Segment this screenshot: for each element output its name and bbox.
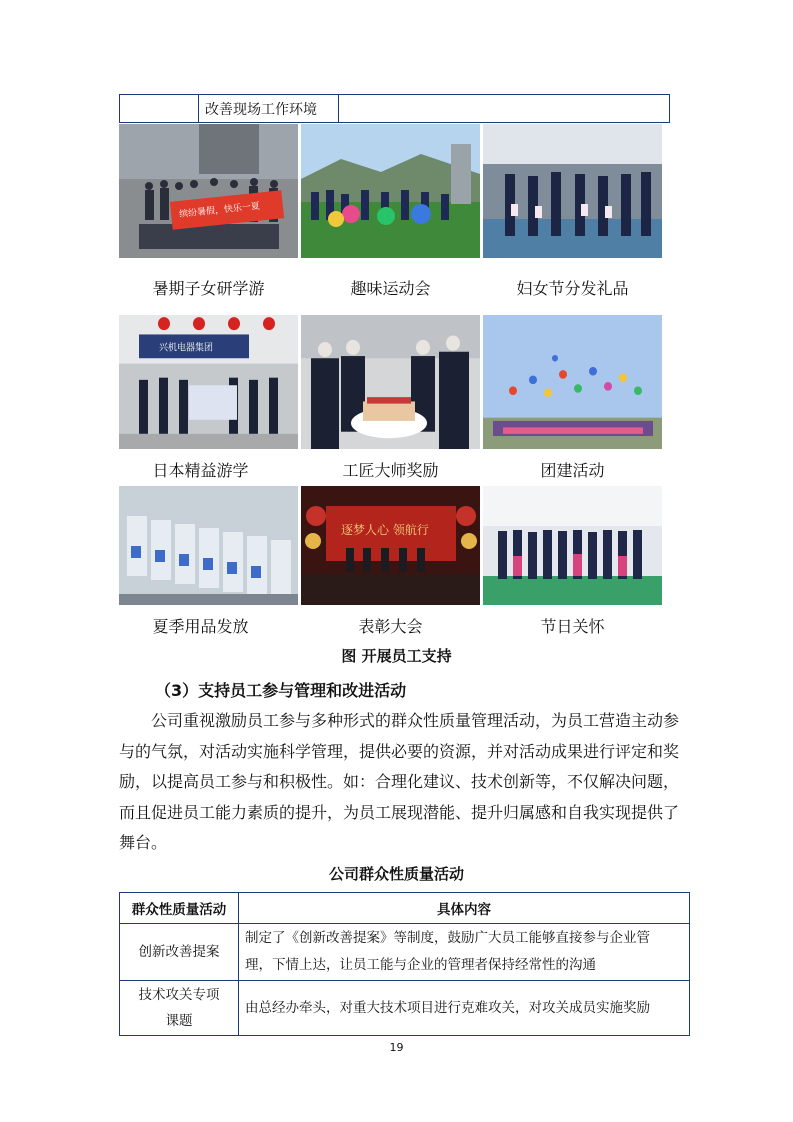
section-heading: （3）支持员工参与管理和改进活动	[155, 681, 407, 700]
table-cell-empty	[120, 95, 199, 122]
table-cell-content	[239, 924, 690, 981]
sign-text: 兴机电器集团	[159, 342, 213, 354]
page-number: 19	[389, 1041, 404, 1054]
content-line: 理，下情上达，让员工能与企业的管理者保持经常性的沟通	[245, 957, 596, 973]
photo-sports-meet	[301, 124, 480, 258]
photo-caption: 暑期子女研学游	[152, 279, 265, 298]
top-table-fragment	[119, 94, 670, 123]
photo-team-building	[483, 315, 662, 449]
figure-title: 图 开展员工支持	[341, 647, 452, 665]
table-title: 公司群众性质量活动	[328, 865, 464, 883]
paragraph-line: 舞台。	[119, 833, 168, 852]
paragraph-line: 励，以提高员工参与和积极性。如：合理化建议、技术创新等，不仅解决问题，	[119, 772, 680, 791]
activity-line: 技术攻关专项	[138, 987, 220, 1003]
content-line: 制定了《创新改善提案》等制度，鼓励广大员工能够直接参与企业管	[245, 930, 650, 946]
photo-caption: 日本精益游学	[152, 461, 249, 480]
banner-text: 缤纷暑假，快乐一夏	[178, 201, 261, 220]
table-cell-activity: 创新改善提案	[120, 924, 239, 981]
activity-line: 课题	[165, 1013, 193, 1029]
photo-japan-lean-tour	[119, 315, 298, 449]
table-cell-text: 改善现场工作环境	[199, 95, 339, 122]
photo-caption: 工匠大师奖励	[342, 461, 439, 480]
photo-caption: 团建活动	[540, 461, 605, 480]
photo-craftsman-award	[301, 315, 480, 449]
photo-womens-day-gifts	[483, 124, 662, 258]
photo-commendation-meeting	[301, 486, 480, 605]
photo-caption: 节日关怀	[540, 617, 605, 636]
paragraph-line: 公司重视激励员工参与多种形式的群众性质量管理活动，为员工营造主动参	[151, 711, 680, 730]
table-cell-empty	[339, 95, 669, 122]
photo-summer-study-tour	[119, 124, 298, 258]
table-row	[120, 981, 690, 1036]
photo-holiday-care	[483, 486, 662, 605]
photo-caption: 趣味运动会	[350, 279, 431, 298]
photo-summer-supplies	[119, 486, 298, 605]
photo-caption: 夏季用品发放	[152, 617, 249, 636]
paragraph-line: 而且促进员工能力素质的提升，为员工展现潜能、提升归属感和自我实现提供了	[119, 802, 680, 822]
table-header-cell: 群众性质量活动	[120, 893, 239, 924]
table-header-cell: 具体内容	[239, 893, 690, 924]
table-cell-activity	[120, 981, 239, 1036]
paragraph-line: 与的气氛，对活动实施科学管理，提供必要的资源，并对活动成果进行评定和奖	[119, 741, 680, 761]
table-cell-content	[239, 981, 690, 1036]
photo-caption: 妇女节分发礼品	[516, 279, 629, 298]
backdrop-text: 逐梦人心 领航行	[341, 523, 429, 537]
body-paragraph	[119, 706, 691, 859]
table-row	[120, 924, 690, 981]
content-line: 由总经办牵头，对重大技术项目进行克难攻关，对攻关成员实施奖励	[245, 999, 650, 1016]
quality-activities-table	[119, 892, 690, 1036]
photo-caption: 表彰大会	[358, 617, 423, 636]
table-header-row	[120, 893, 690, 924]
